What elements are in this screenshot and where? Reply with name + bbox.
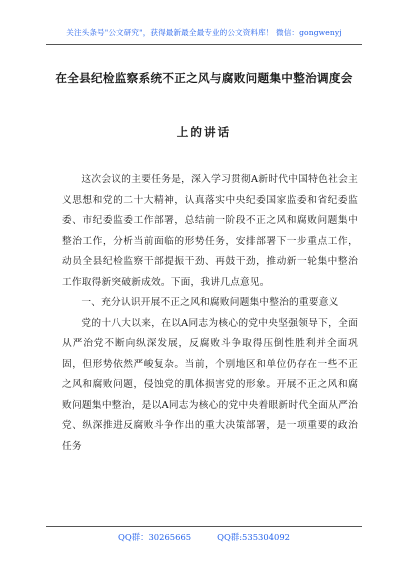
footer-qq-group-2: QQ群:535304092 bbox=[217, 532, 290, 542]
paragraph: 党的十八大以来，在以A同志为核心的党中央坚强领导下，全面从严治党不断向纵深发展，反腐败斗争取得压倒性胜利并全面巩固，但形势依然严峻复杂。当前，个别地区和单位仍存在一些不正之风和腐败问题，侵蚀党的肌体损害党的形象。开展不正之风和腐败问题集中整治，是以A同志为核心的党中央着眼新时代全面从严治党、纵深推进反腐败斗争作出的重大决策部署，是一项重要的政治任务 bbox=[62, 317, 358, 452]
document-subtitle: 上的讲话 bbox=[176, 125, 232, 139]
header-promo-note: 关注头条号"公文研究"，获得最新最全最专业的公文资料库！ 微信：gongwenyj bbox=[66, 28, 342, 37]
header-divider bbox=[46, 44, 362, 45]
paragraph: 这次会议的主要任务是，深入学习贯彻A新时代中国特色社会主义思想和党的二十大精神，认真落实中央纪委国家监委和省纪委监委、市纪委监委工作部署，总结前一阶段不正之风和腐败问题集中整治工作，分析当前面临的形势任务，安排部署下一步重点工作，动员全县纪检监察干部提振干劲、再鼓干劲，推动新一轮集中整治工作取得新突破新成效。下面，我讲几点意见。 bbox=[62, 174, 358, 288]
document-title: 在全县纪检监察系统不正之风与腐败问题集中整治调度会 bbox=[55, 71, 353, 85]
footer bbox=[0, 531, 408, 543]
footer-divider bbox=[46, 526, 362, 527]
document-body bbox=[62, 170, 358, 457]
section-heading: 一、充分认识开展不正之风和腐败问题集中整治的重要意义 bbox=[81, 297, 339, 308]
footer-qq-group-1: QQ群：30265665 bbox=[118, 532, 192, 542]
